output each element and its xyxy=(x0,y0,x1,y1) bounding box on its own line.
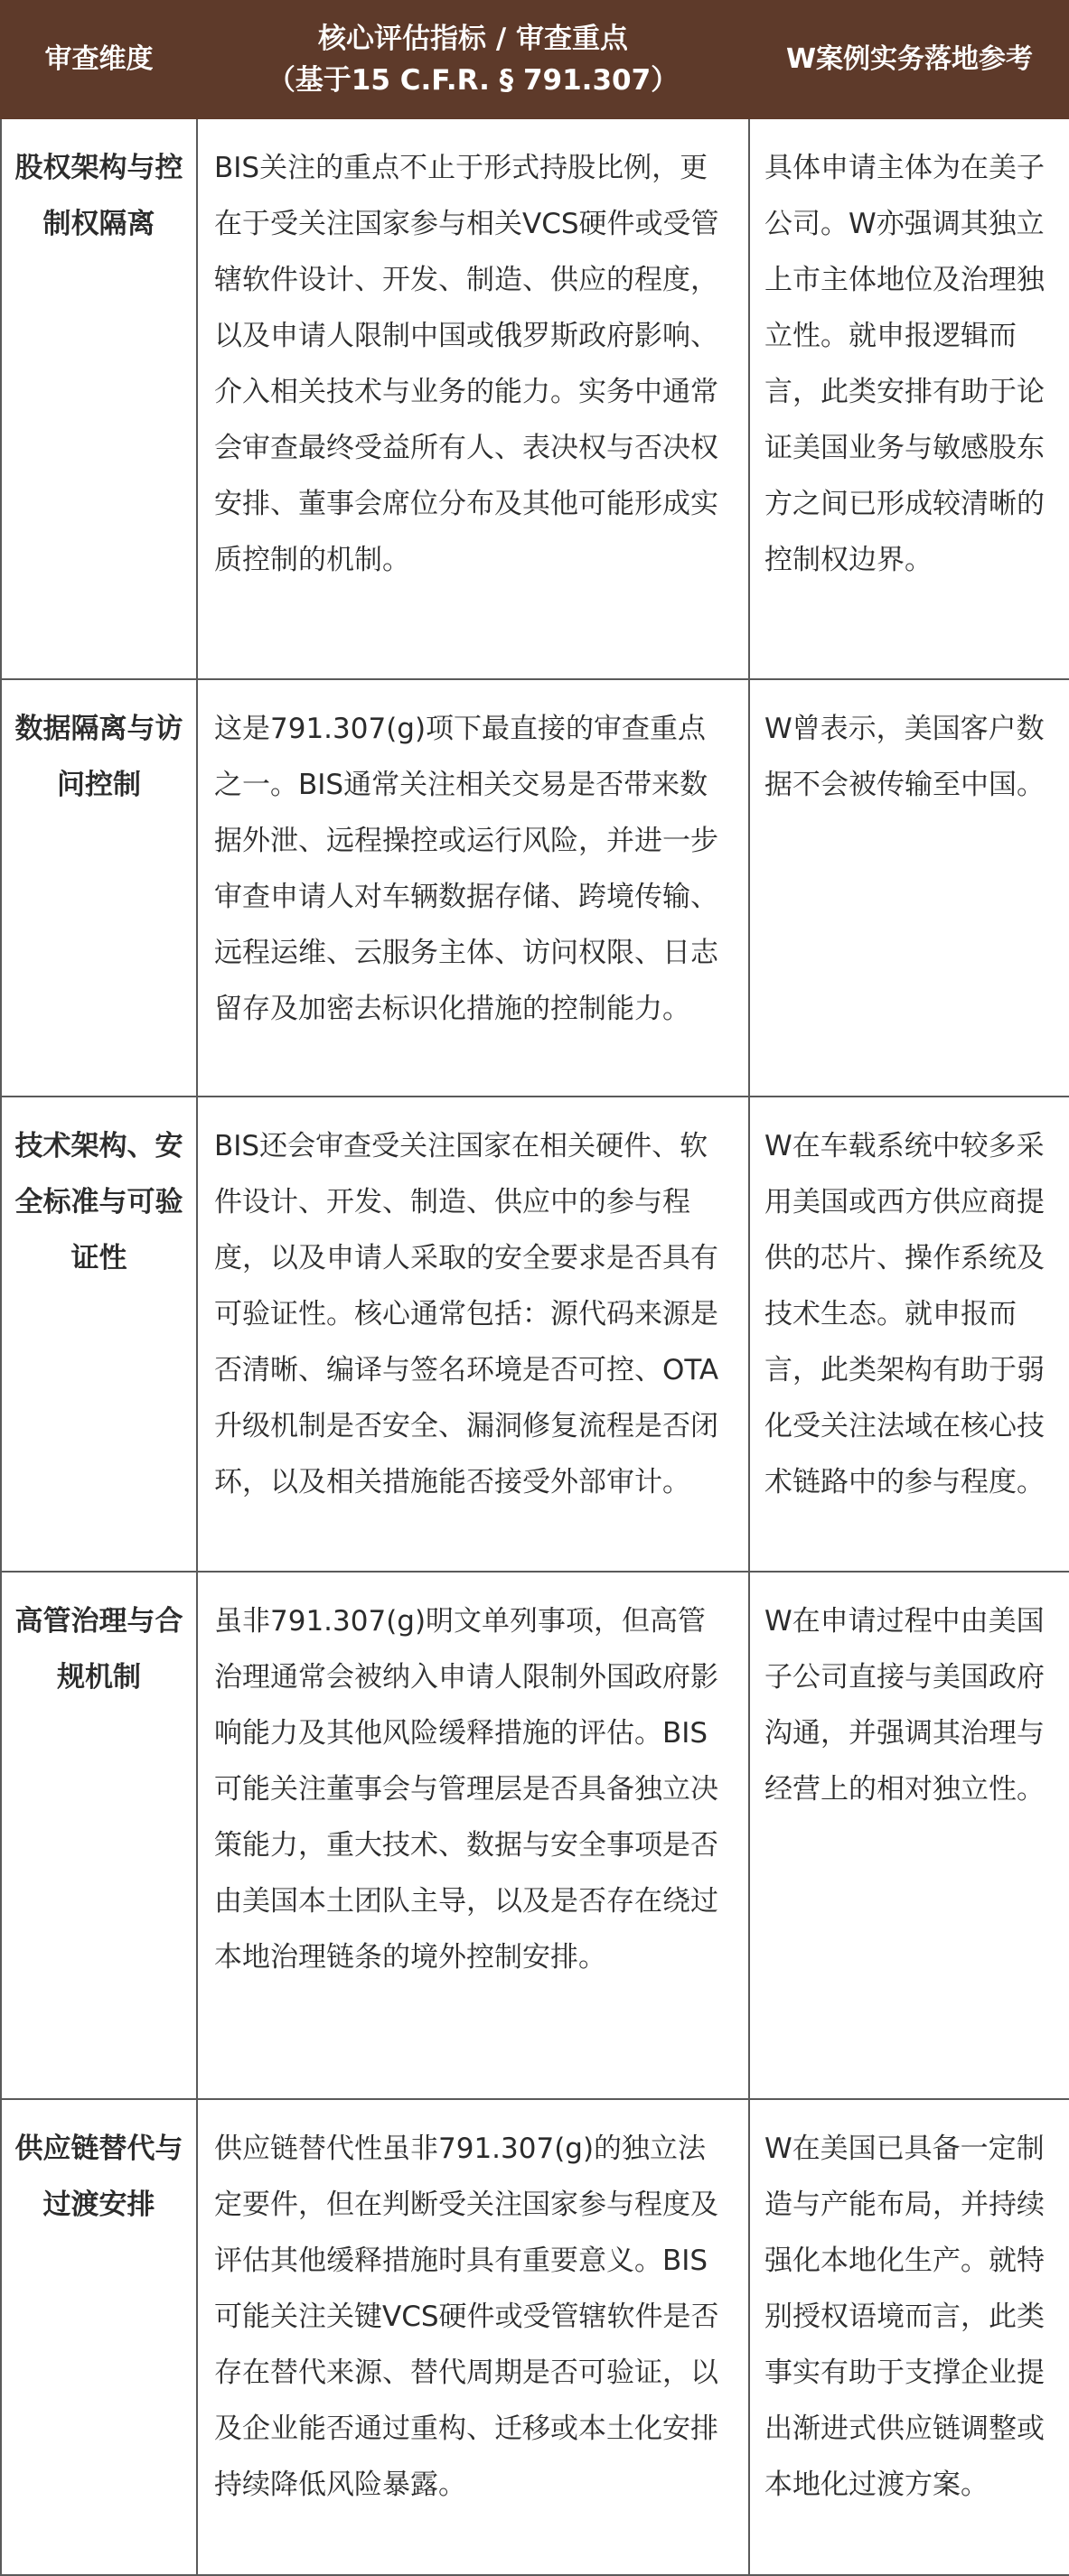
table-row xyxy=(1,679,1069,1097)
reference-cell: W在申请过程中由美国子公司直接与美国政府沟通，并强调其治理与经营上的相对独立性。 xyxy=(749,1572,1069,2099)
dimension-cell: 供应链替代与过渡安排 xyxy=(1,2099,197,2575)
dimension-cell: 数据隔离与访问控制 xyxy=(1,679,197,1097)
header-focus xyxy=(197,1,749,118)
reference-cell: W曾表示，美国客户数据不会被传输至中国。 xyxy=(749,679,1069,1097)
reference-cell: W在美国已具备一定制造与产能布局，并持续强化本地化生产。就特别授权语境而言，此类事实有助于支撑企业提出渐进式供应链调整或本地化过渡方案。 xyxy=(749,2099,1069,2575)
header-dimension: 审查维度 xyxy=(1,1,197,118)
focus-cell: 这是791.307(g)项下最直接的审查重点之一。BIS通常关注相关交易是否带来数据外泄、远程操控或运行风险，并进一步审查申请人对车辆数据存储、跨境传输、远程运维、云服务主体、访问权限、日志留存及加密去标识化措施的控制能力。 xyxy=(197,679,749,1097)
reference-cell: W在车载系统中较多采用美国或西方供应商提供的芯片、操作系统及技术生态。就申报而言，此类架构有助于弱化受关注法域在核心技术链路中的参与程度。 xyxy=(749,1097,1069,1572)
header-focus-line2: （基于15 C.F.R. § 791.307） xyxy=(267,64,680,97)
focus-cell: BIS还会审查受关注国家在相关硬件、软件设计、开发、制造、供应中的参与程度，以及申请人采取的安全要求是否具有可验证性。核心通常包括：源代码来源是否清晰、编译与签名环境是否可控、OTA升级机制是否安全、漏洞修复流程是否闭环，以及相关措施能否接受外部审计。 xyxy=(197,1097,749,1572)
table-row xyxy=(1,1097,1069,1572)
focus-cell: 供应链替代性虽非791.307(g)的独立法定要件，但在判断受关注国家参与程度及评估其他缓释措施时具有重要意义。BIS可能关注关键VCS硬件或受管辖软件是否存在替代来源、替代周期是否可验证，以及企业能否通过重构、迁移或本土化安排持续降低风险暴露。 xyxy=(197,2099,749,2575)
table-row xyxy=(1,2099,1069,2575)
header-focus-line1: 核心评估指标 / 审查重点 xyxy=(318,23,628,55)
dimension-cell: 高管治理与合规机制 xyxy=(1,1572,197,2099)
header-reference: W案例实务落地参考 xyxy=(749,1,1069,118)
reference-cell: 具体申请主体为在美子公司。W亦强调其独立上市主体地位及治理独立性。就申报逻辑而言，此类安排有助于论证美国业务与敏感股东方之间已形成较清晰的控制权边界。 xyxy=(749,118,1069,679)
focus-cell: 虽非791.307(g)明文单列事项，但高管治理通常会被纳入申请人限制外国政府影响能力及其他风险缓释措施的评估。BIS可能关注董事会与管理层是否具备独立决策能力，重大技术、数据与安全事项是否由美国本土团队主导，以及是否存在绕过本地治理链条的境外控制安排。 xyxy=(197,1572,749,2099)
dimension-cell: 技术架构、安全标准与可验证性 xyxy=(1,1097,197,1572)
table-row xyxy=(1,1572,1069,2099)
table-header-row xyxy=(1,1,1069,118)
table-row xyxy=(1,118,1069,679)
focus-cell: BIS关注的重点不止于形式持股比例，更在于受关注国家参与相关VCS硬件或受管辖软件设计、开发、制造、供应的程度，以及申请人限制中国或俄罗斯政府影响、介入相关技术与业务的能力。实务中通常会审查最终受益所有人、表决权与否决权安排、董事会席位分布及其他可能形成实质控制的机制。 xyxy=(197,118,749,679)
dimension-cell: 股权架构与控制权隔离 xyxy=(1,118,197,679)
